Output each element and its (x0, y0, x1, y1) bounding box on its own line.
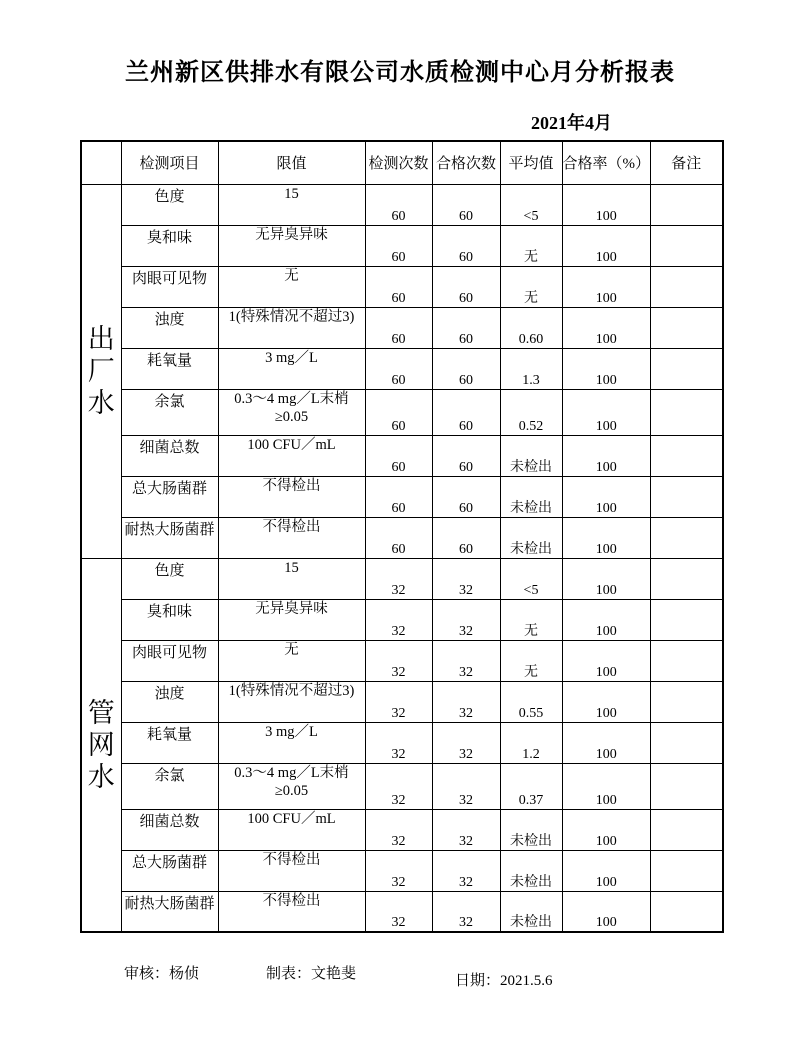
cell-limit: 不得检出 (218, 891, 365, 932)
cell-pass-count: 32 (432, 681, 500, 722)
table-row (81, 225, 723, 266)
cell-remark (651, 809, 723, 850)
cell-limit: 1(特殊情况不超过3) (218, 681, 365, 722)
cell-average: 无 (500, 599, 562, 640)
cell-average: 无 (500, 640, 562, 681)
cell-pass-rate: 100 (562, 809, 651, 850)
cell-test-count: 60 (365, 435, 432, 476)
cell-pass-count: 60 (432, 476, 500, 517)
cell-pass-rate: 100 (562, 389, 651, 435)
table-row (81, 389, 723, 435)
cell-item: 浊度 (121, 307, 218, 348)
cell-pass-count: 60 (432, 348, 500, 389)
cell-average: 未检出 (500, 850, 562, 891)
section-label-char: 厂 (87, 356, 115, 386)
table-row (81, 184, 723, 225)
cell-average: 未检出 (500, 517, 562, 558)
cell-item: 臭和味 (121, 599, 218, 640)
cell-pass-rate: 100 (562, 435, 651, 476)
cell-average: 无 (500, 225, 562, 266)
cell-pass-count: 32 (432, 809, 500, 850)
section-label-char: 水 (87, 388, 115, 418)
table-row (81, 476, 723, 517)
cell-test-count: 32 (365, 809, 432, 850)
cell-remark (651, 307, 723, 348)
cell-test-count: 60 (365, 184, 432, 225)
cell-remark (651, 517, 723, 558)
cell-test-count: 60 (365, 476, 432, 517)
cell-test-count: 32 (365, 599, 432, 640)
section-pipe-network-water (81, 558, 723, 932)
column-header-test-count: 检测次数 (365, 141, 432, 184)
cell-pass-count: 32 (432, 640, 500, 681)
cell-item: 色度 (121, 558, 218, 599)
cell-pass-count: 32 (432, 850, 500, 891)
cell-remark (651, 850, 723, 891)
table-row (81, 809, 723, 850)
cell-limit: 100 CFU／mL (218, 435, 365, 476)
cell-item: 耐热大肠菌群 (121, 517, 218, 558)
cell-item: 细菌总数 (121, 435, 218, 476)
cell-limit: 3 mg／L (218, 722, 365, 763)
cell-pass-count: 60 (432, 517, 500, 558)
cell-limit: 1(特殊情况不超过3) (218, 307, 365, 348)
cell-average: 1.2 (500, 722, 562, 763)
cell-pass-count: 60 (432, 307, 500, 348)
section-label-finished-water (81, 184, 121, 558)
cell-limit: 100 CFU／mL (218, 809, 365, 850)
preparer-signature: 制表：文艳斐 (266, 966, 357, 982)
cell-item: 色度 (121, 184, 218, 225)
cell-pass-rate: 100 (562, 640, 651, 681)
cell-item: 肉眼可见物 (121, 640, 218, 681)
cell-remark (651, 599, 723, 640)
cell-remark (651, 891, 723, 932)
cell-item: 耐热大肠菌群 (121, 891, 218, 932)
cell-pass-rate: 100 (562, 225, 651, 266)
section-label-char: 水 (87, 761, 115, 792)
cell-average: 未检出 (500, 435, 562, 476)
column-header-section (81, 141, 121, 184)
cell-pass-count: 32 (432, 891, 500, 932)
cell-test-count: 32 (365, 850, 432, 891)
cell-remark (651, 558, 723, 599)
section-label-char: 网 (87, 729, 115, 760)
table-row (81, 558, 723, 599)
reviewer-signature: 审核：杨侦 (124, 966, 200, 982)
cell-limit: 无 (218, 640, 365, 681)
table-row (81, 850, 723, 891)
cell-pass-rate: 100 (562, 266, 651, 307)
cell-remark (651, 266, 723, 307)
cell-pass-rate: 100 (562, 184, 651, 225)
cell-pass-count: 32 (432, 763, 500, 809)
table-row (81, 763, 723, 809)
cell-pass-count: 60 (432, 184, 500, 225)
cell-pass-count: 60 (432, 266, 500, 307)
cell-test-count: 32 (365, 763, 432, 809)
table-row (81, 517, 723, 558)
cell-remark (651, 722, 723, 763)
cell-remark (651, 435, 723, 476)
cell-remark (651, 225, 723, 266)
cell-pass-rate: 100 (562, 517, 651, 558)
cell-pass-count: 60 (432, 225, 500, 266)
cell-pass-rate: 100 (562, 681, 651, 722)
cell-limit: 0.3～4 mg／L末梢≥0.05 (218, 389, 365, 435)
table-row (81, 266, 723, 307)
cell-item: 肉眼可见物 (121, 266, 218, 307)
table-row (81, 599, 723, 640)
cell-test-count: 32 (365, 681, 432, 722)
cell-remark (651, 184, 723, 225)
cell-pass-count: 32 (432, 599, 500, 640)
table-row (81, 891, 723, 932)
cell-pass-count: 32 (432, 722, 500, 763)
report-period: 2021年4月 (531, 113, 612, 133)
cell-item: 总大肠菌群 (121, 476, 218, 517)
cell-limit: 无 (218, 266, 365, 307)
cell-average: 无 (500, 266, 562, 307)
cell-remark (651, 348, 723, 389)
cell-pass-rate: 100 (562, 850, 651, 891)
table-row (81, 435, 723, 476)
cell-test-count: 60 (365, 307, 432, 348)
cell-limit: 不得检出 (218, 850, 365, 891)
cell-average: 0.60 (500, 307, 562, 348)
column-header-remark: 备注 (651, 141, 723, 184)
water-quality-table (80, 140, 724, 933)
cell-average: 0.55 (500, 681, 562, 722)
table-row (81, 307, 723, 348)
cell-pass-count: 32 (432, 558, 500, 599)
cell-average: 0.52 (500, 389, 562, 435)
cell-item: 浊度 (121, 681, 218, 722)
cell-limit: 无异臭异味 (218, 599, 365, 640)
cell-remark (651, 640, 723, 681)
cell-average: <5 (500, 184, 562, 225)
cell-average: <5 (500, 558, 562, 599)
cell-limit: 不得检出 (218, 517, 365, 558)
cell-pass-rate: 100 (562, 348, 651, 389)
section-label-char: 出 (87, 324, 115, 354)
cell-average: 1.3 (500, 348, 562, 389)
cell-pass-rate: 100 (562, 891, 651, 932)
cell-average: 0.37 (500, 763, 562, 809)
cell-pass-rate: 100 (562, 599, 651, 640)
cell-average: 未检出 (500, 809, 562, 850)
report-date: 日期：2021.5.6 (455, 973, 553, 989)
cell-limit: 无异臭异味 (218, 225, 365, 266)
column-header-limit: 限值 (218, 141, 365, 184)
table-row (81, 640, 723, 681)
cell-pass-rate: 100 (562, 558, 651, 599)
cell-limit: 0.3～4 mg／L末梢≥0.05 (218, 763, 365, 809)
column-header-pass-count: 合格次数 (432, 141, 500, 184)
column-header-item: 检测项目 (121, 141, 218, 184)
cell-pass-count: 60 (432, 435, 500, 476)
cell-limit: 不得检出 (218, 476, 365, 517)
cell-limit: 15 (218, 184, 365, 225)
table-row (81, 722, 723, 763)
cell-item: 余氯 (121, 763, 218, 809)
cell-item: 臭和味 (121, 225, 218, 266)
signature-row (0, 960, 800, 1000)
cell-test-count: 32 (365, 891, 432, 932)
cell-test-count: 32 (365, 640, 432, 681)
cell-test-count: 60 (365, 266, 432, 307)
table-row (81, 681, 723, 722)
cell-pass-rate: 100 (562, 307, 651, 348)
cell-pass-rate: 100 (562, 763, 651, 809)
section-label-char: 管 (87, 697, 115, 728)
cell-pass-rate: 100 (562, 722, 651, 763)
column-header-average: 平均值 (500, 141, 562, 184)
cell-test-count: 32 (365, 722, 432, 763)
cell-test-count: 60 (365, 517, 432, 558)
cell-item: 余氯 (121, 389, 218, 435)
column-header-pass-rate: 合格率（%） (562, 141, 651, 184)
cell-test-count: 60 (365, 348, 432, 389)
cell-item: 总大肠菌群 (121, 850, 218, 891)
cell-pass-count: 60 (432, 389, 500, 435)
cell-test-count: 60 (365, 225, 432, 266)
table-row (81, 348, 723, 389)
cell-average: 未检出 (500, 891, 562, 932)
cell-limit: 3 mg／L (218, 348, 365, 389)
cell-remark (651, 763, 723, 809)
header-row (81, 141, 723, 184)
cell-limit: 15 (218, 558, 365, 599)
section-label-pipe-network-water (81, 558, 121, 932)
page-title: 兰州新区供排水有限公司水质检测中心月分析报表 (125, 60, 675, 86)
cell-test-count: 60 (365, 389, 432, 435)
cell-item: 细菌总数 (121, 809, 218, 850)
cell-remark (651, 389, 723, 435)
section-finished-water (81, 184, 723, 558)
cell-test-count: 32 (365, 558, 432, 599)
cell-pass-rate: 100 (562, 476, 651, 517)
cell-remark (651, 476, 723, 517)
cell-item: 耗氧量 (121, 722, 218, 763)
cell-average: 未检出 (500, 476, 562, 517)
cell-item: 耗氧量 (121, 348, 218, 389)
cell-remark (651, 681, 723, 722)
